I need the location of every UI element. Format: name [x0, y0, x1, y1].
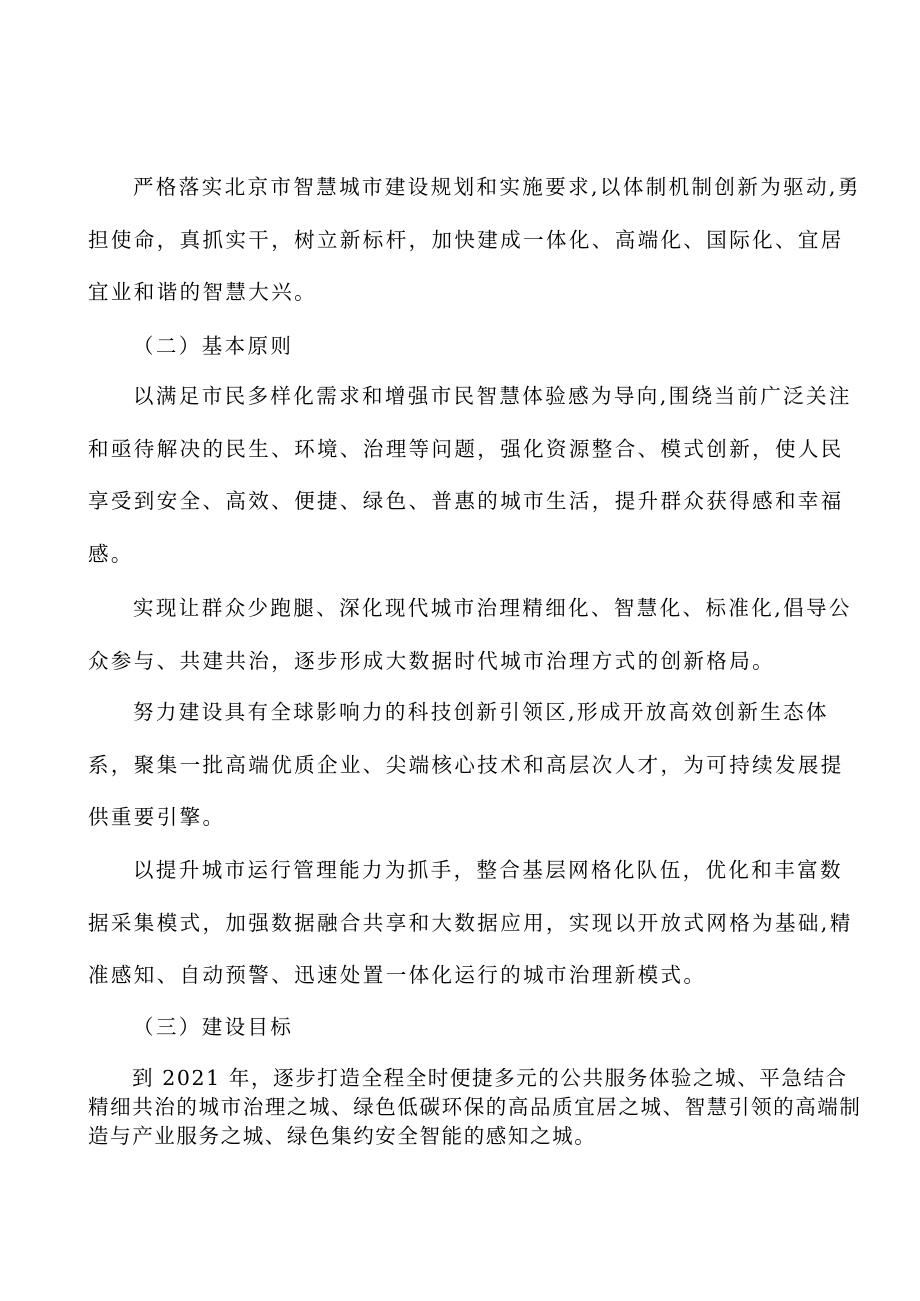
paragraph-principle-people: 以满足市民多样化需求和增强市民智慧体验感为导向,围绕当前广泛关注和亟待解决的民生、环境、治理等问题，强化资源整合、模式创新，使人民享受到安全、高效、便捷、绿色、普惠的城市生活，提升群众获得感和幸福感。: [88, 384, 852, 566]
section-heading-construction-goals: （三）建设目标: [133, 1015, 294, 1039]
paragraph-goals-2021: 到 2021 年，逐步打造全程全时便捷多元的公共服务体验之城、平急结合精细共治的城市治理之城、绿色低碳环保的高品质宜居之城、智慧引领的高端制造与产业服务之城、绿色集约安全智能的感知之城。: [88, 1066, 862, 1148]
paragraph-principle-governance: 实现让群众少跑腿、深化现代城市治理精细化、智慧化、标准化,倡导公众参与、共建共治，逐步形成大数据时代城市治理方式的创新格局。: [88, 596, 852, 673]
paragraph-principle-innovation: 努力建设具有全球影响力的科技创新引领区,形成开放高效创新生态体系，聚集一批高端优质企业、尖端核心技术和高层次人才，为可持续发展提供重要引擎。: [88, 700, 844, 830]
paragraph-vision: 严格落实北京市智慧城市建设规划和实施要求,以体制机制创新为驱动,勇担使命，真抓实干，树立新标杆，加快建成一体化、高端化、国际化、宜居宜业和谐的智慧大兴。: [88, 175, 861, 305]
section-heading-basic-principles: （二）基本原则: [133, 334, 294, 358]
paragraph-principle-operation: 以提升城市运行管理能力为抓手，整合基层网格化队伍，优化和丰富数据采集模式，加强数据融合共享和大数据应用，实现以开放式网格为基础,精准感知、自动预警、迅速处置一体化运行的城市治理新模式。: [88, 858, 853, 988]
